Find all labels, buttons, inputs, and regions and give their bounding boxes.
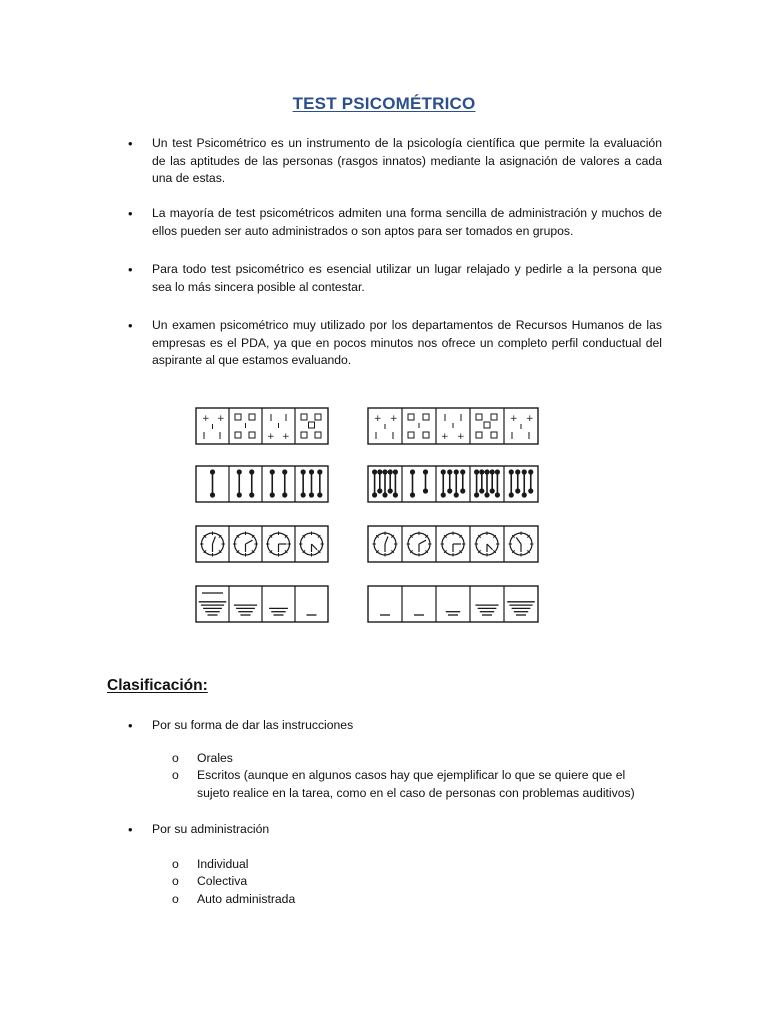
plus-icon: + — [217, 414, 225, 424]
plus-icon: + — [457, 432, 465, 442]
sub-item-text: Colectiva — [197, 874, 248, 889]
bullet-icon: • — [128, 718, 133, 733]
bullet-text: Un test Psicométrico es un instrumento de la psicología científica que permite la evaluación de las aptitudes de las personas (rasgos innatos) mediante la asignación de valores a cada una de estas. — [152, 136, 662, 186]
sub-item-text: Individual — [197, 857, 249, 871]
bullet-text: Un examen psicométrico muy utilizado por los departamentos de Recursos Humanos de las empresas es el PDA, ya que en pocos minutos nos ofrece un completo perfil conductual del aspirante al que estamos evaluando. — [152, 318, 662, 368]
square-icon — [491, 432, 497, 438]
bead-icon — [522, 492, 527, 497]
list-item — [170, 856, 650, 873]
square-icon — [423, 432, 429, 438]
bead-icon — [490, 488, 495, 493]
test-row — [368, 526, 538, 562]
test-row — [368, 586, 538, 622]
bead-icon — [410, 492, 415, 497]
intro-bullet-list — [126, 261, 662, 296]
sub-bullet-icon: o — [172, 857, 179, 871]
clock-hand — [213, 537, 216, 544]
clock-hand — [487, 544, 493, 550]
clock-hand — [419, 540, 426, 544]
clock-hand — [385, 537, 388, 544]
classification-group — [126, 717, 666, 734]
list-item — [126, 821, 666, 838]
row-frame — [368, 586, 538, 622]
test-row — [368, 466, 538, 502]
bead-icon — [377, 488, 382, 493]
psychometric-test-figure — [190, 400, 550, 640]
intro-bullet-list — [126, 205, 662, 240]
group-label: Por su forma de dar las instrucciones — [152, 718, 354, 732]
bullet-icon: • — [128, 318, 133, 333]
bead-icon — [249, 492, 254, 497]
list-item — [126, 135, 662, 188]
test-row — [196, 408, 328, 444]
test-row — [196, 466, 328, 502]
sub-item-text: Auto administrada — [197, 891, 296, 906]
bead-icon — [237, 492, 242, 497]
square-icon — [309, 422, 315, 428]
group-label: Por su administración — [152, 822, 270, 836]
classification-sublist — [170, 750, 650, 802]
test-row — [368, 408, 538, 444]
sub-bullet-icon: o — [172, 891, 179, 906]
bullet-icon: • — [128, 822, 133, 837]
plus-icon: + — [202, 414, 210, 424]
clock-hand — [246, 540, 253, 544]
square-icon — [235, 432, 241, 438]
page-title: TEST PSICOMÉTRICO — [292, 94, 476, 113]
bead-icon — [441, 492, 446, 497]
square-icon — [235, 414, 241, 420]
square-icon — [408, 432, 414, 438]
bead-icon — [210, 492, 215, 497]
bead-icon — [382, 492, 387, 497]
bead-icon — [270, 492, 275, 497]
sub-bullet-icon: o — [172, 751, 179, 765]
plus-icon: + — [374, 414, 382, 424]
classification-sublist — [170, 856, 650, 908]
list-item — [170, 767, 650, 802]
square-icon — [491, 414, 497, 420]
list-item — [126, 317, 662, 370]
sub-bullet-icon: o — [172, 874, 179, 889]
bead-icon — [301, 492, 306, 497]
list-item — [170, 750, 650, 767]
bullet-icon: • — [128, 262, 133, 277]
bead-icon — [388, 488, 393, 493]
square-icon — [423, 414, 429, 420]
bead-icon — [454, 492, 459, 497]
plus-icon: + — [526, 414, 534, 424]
bead-icon — [460, 488, 465, 493]
bead-icon — [309, 492, 314, 497]
bead-icon — [474, 492, 479, 497]
bead-icon — [515, 488, 520, 493]
classification-group — [126, 821, 666, 838]
bead-icon — [509, 492, 514, 497]
bead-icon — [372, 492, 377, 497]
square-icon — [315, 414, 321, 420]
list-item — [126, 261, 662, 296]
bead-icon — [393, 492, 398, 497]
plus-icon: + — [390, 414, 398, 424]
bullet-icon: • — [128, 136, 133, 151]
test-row — [196, 526, 328, 562]
sub-bullet-icon: o — [172, 768, 179, 783]
plus-icon: + — [282, 432, 290, 442]
bullet-icon: • — [128, 206, 133, 221]
square-icon — [476, 432, 482, 438]
classification-heading: Clasificación: — [107, 677, 208, 694]
square-icon — [476, 414, 482, 420]
bead-icon — [495, 492, 500, 497]
clock-hand — [516, 538, 521, 544]
test-row — [196, 586, 328, 622]
bullet-text: La mayoría de test psicométricos admiten una forma sencilla de administración y muchos de ellos pueden ser auto administrados o son aptos para ser tomados en grupos. — [152, 206, 662, 238]
list-item — [170, 891, 650, 908]
test-items-illustration — [190, 400, 550, 640]
list-item — [126, 205, 662, 240]
bead-icon — [447, 488, 452, 493]
square-icon — [249, 432, 255, 438]
bead-icon — [479, 488, 484, 493]
bead-icon — [317, 492, 322, 497]
list-item — [170, 873, 650, 890]
square-icon — [249, 414, 255, 420]
intro-bullet-list — [126, 317, 662, 370]
square-icon — [301, 432, 307, 438]
plus-icon: + — [267, 432, 275, 442]
plus-icon: + — [510, 414, 518, 424]
square-icon — [315, 432, 321, 438]
intro-bullet-list — [126, 135, 662, 188]
sub-item-text: Orales — [197, 751, 233, 765]
clock-hand — [312, 544, 318, 550]
square-icon — [484, 422, 490, 428]
bullet-text: Para todo test psicométrico es esencial utilizar un lugar relajado y pedirle a la persona que sea lo más sincera posible al contestar. — [152, 262, 662, 294]
square-icon — [408, 414, 414, 420]
plus-icon: + — [441, 432, 449, 442]
bead-icon — [423, 488, 428, 493]
bead-icon — [528, 488, 533, 493]
bead-icon — [484, 492, 489, 497]
sub-item-text: Escritos (aunque en algunos casos hay que ejemplificar lo que se quiere que el sujeto realice en la tarea, como en el caso de personas con problemas auditivos) — [197, 768, 635, 800]
list-item — [126, 717, 666, 734]
bead-icon — [282, 492, 287, 497]
square-icon — [301, 414, 307, 420]
